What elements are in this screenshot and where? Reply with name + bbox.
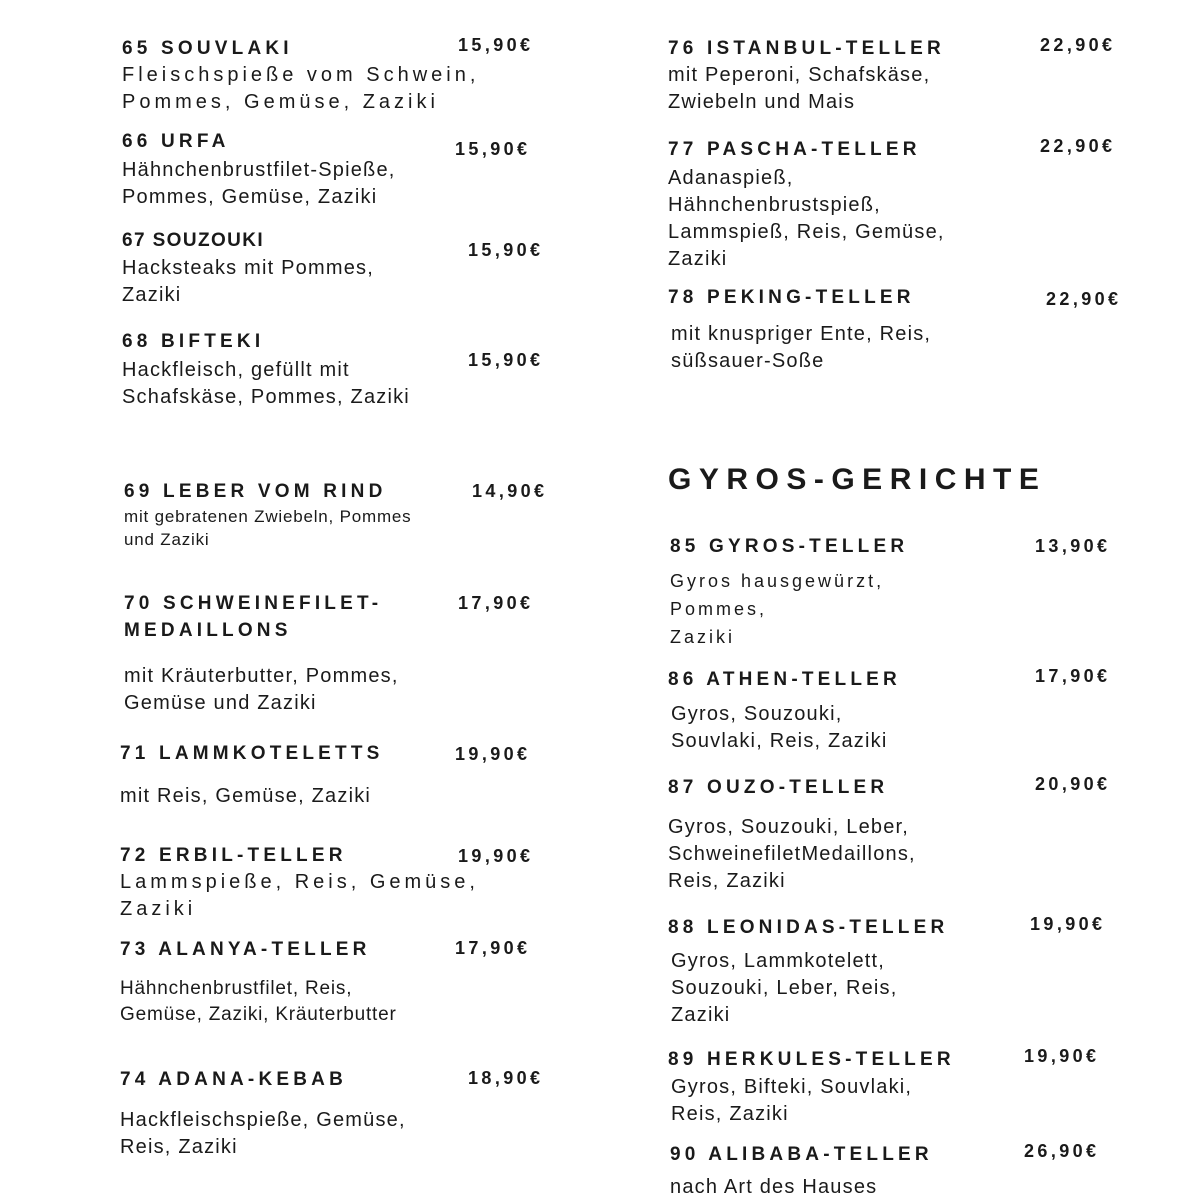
item-name: 76 ISTANBUL-TELLER [668, 38, 945, 59]
item-price: 15,90€ [458, 35, 534, 55]
item-name: 73 ALANYA-TELLER [120, 939, 371, 960]
item-name: 66 URFA [122, 131, 230, 152]
section-title-gyros-gerichte: GYROS-GERICHTE [668, 463, 1047, 496]
item-description: nach Art des Hauses [670, 1176, 878, 1198]
item-price: 17,90€ [1035, 666, 1111, 686]
item-price: 26,90€ [1024, 1141, 1100, 1161]
item-description: Gyros, Bifteki, Souvlaki, Reis, Zaziki [671, 1076, 913, 1125]
item-name: 90 ALIBABA-TELLER [670, 1144, 933, 1165]
item-name: 89 HERKULES-TELLER [668, 1049, 955, 1070]
item-name: 70 SCHWEINEFILET- MEDAILLONS [124, 593, 383, 641]
item-description: mit knuspriger Ente, Reis, süßsauer-Soße [671, 323, 932, 372]
item-price: 19,90€ [458, 846, 534, 866]
item-description: Hähnchenbrustfilet-Spieße, Pommes, Gemüse, Zaziki [122, 159, 396, 208]
item-description: Adanaspieß, Hähnchenbrustspieß, Lammspieß, Reis, Gemüse, Zaziki [668, 167, 945, 270]
item-description: mit Peperoni, Schafskäse, Zwiebeln und Mais [668, 64, 931, 113]
item-price: 13,90€ [1035, 536, 1111, 556]
item-description: Gyros, Souzouki, Souvlaki, Reis, Zaziki [671, 703, 888, 752]
item-name: 65 SOUVLAKI [122, 38, 293, 59]
item-price: 22,90€ [1040, 35, 1116, 55]
item-price: 20,90€ [1035, 774, 1111, 794]
item-description: mit gebratenen Zwiebeln, Pommes und Zaziki [124, 507, 412, 549]
item-description: Gyros hausgewürzt, Pommes, Zaziki [670, 571, 885, 647]
item-name: 67 SOUZOUKI [122, 230, 265, 251]
item-name: 71 LAMMKOTELETTS [120, 743, 384, 764]
item-price: 22,90€ [1040, 136, 1116, 156]
item-price: 18,90€ [468, 1068, 544, 1088]
item-description: Hähnchenbrustfilet, Reis, Gemüse, Zaziki, Kräuterbutter [120, 978, 397, 1025]
item-price: 19,90€ [1030, 914, 1106, 934]
item-price: 17,90€ [455, 938, 531, 958]
item-description: Lammspieße, Reis, Gemüse, Zaziki [120, 871, 479, 920]
item-description: mit Reis, Gemüse, Zaziki [120, 785, 372, 807]
item-name: 85 GYROS-TELLER [670, 536, 909, 557]
item-description: Hackfleisch, gefüllt mit Schafskäse, Pommes, Zaziki [122, 359, 410, 408]
item-price: 15,90€ [455, 139, 531, 159]
item-name: 72 ERBIL-TELLER [120, 845, 347, 866]
item-price: 19,90€ [1024, 1046, 1100, 1066]
item-price: 15,90€ [468, 240, 544, 260]
item-price: 14,90€ [472, 481, 548, 501]
item-description: Hacksteaks mit Pommes, Zaziki [122, 257, 375, 306]
item-description: Fleischspieße vom Schwein, Pommes, Gemüse, Zaziki [122, 64, 480, 113]
item-name: 69 LEBER VOM RIND [124, 481, 387, 502]
item-price: 15,90€ [468, 350, 544, 370]
item-name: 88 LEONIDAS-TELLER [668, 917, 949, 938]
item-description: Gyros, Lammkotelett, Souzouki, Leber, Reis, Zaziki [671, 950, 898, 1026]
item-description: Gyros, Souzouki, Leber, SchweinefiletMedaillons, Reis, Zaziki [668, 816, 916, 892]
item-description: Hackfleischspieße, Gemüse, Reis, Zaziki [120, 1109, 406, 1158]
item-price: 22,90€ [1046, 289, 1122, 309]
item-name: 87 OUZO-TELLER [668, 777, 889, 798]
item-name: 68 BIFTEKI [122, 331, 265, 352]
item-name: 86 ATHEN-TELLER [668, 669, 901, 690]
item-name: 77 PASCHA-TELLER [668, 139, 921, 160]
item-name: 74 ADANA-KEBAB [120, 1069, 347, 1090]
item-price: 17,90€ [458, 593, 534, 613]
item-price: 19,90€ [455, 744, 531, 764]
item-name: 78 PEKING-TELLER [668, 287, 915, 308]
item-description: mit Kräuterbutter, Pommes, Gemüse und Zaziki [124, 665, 399, 714]
